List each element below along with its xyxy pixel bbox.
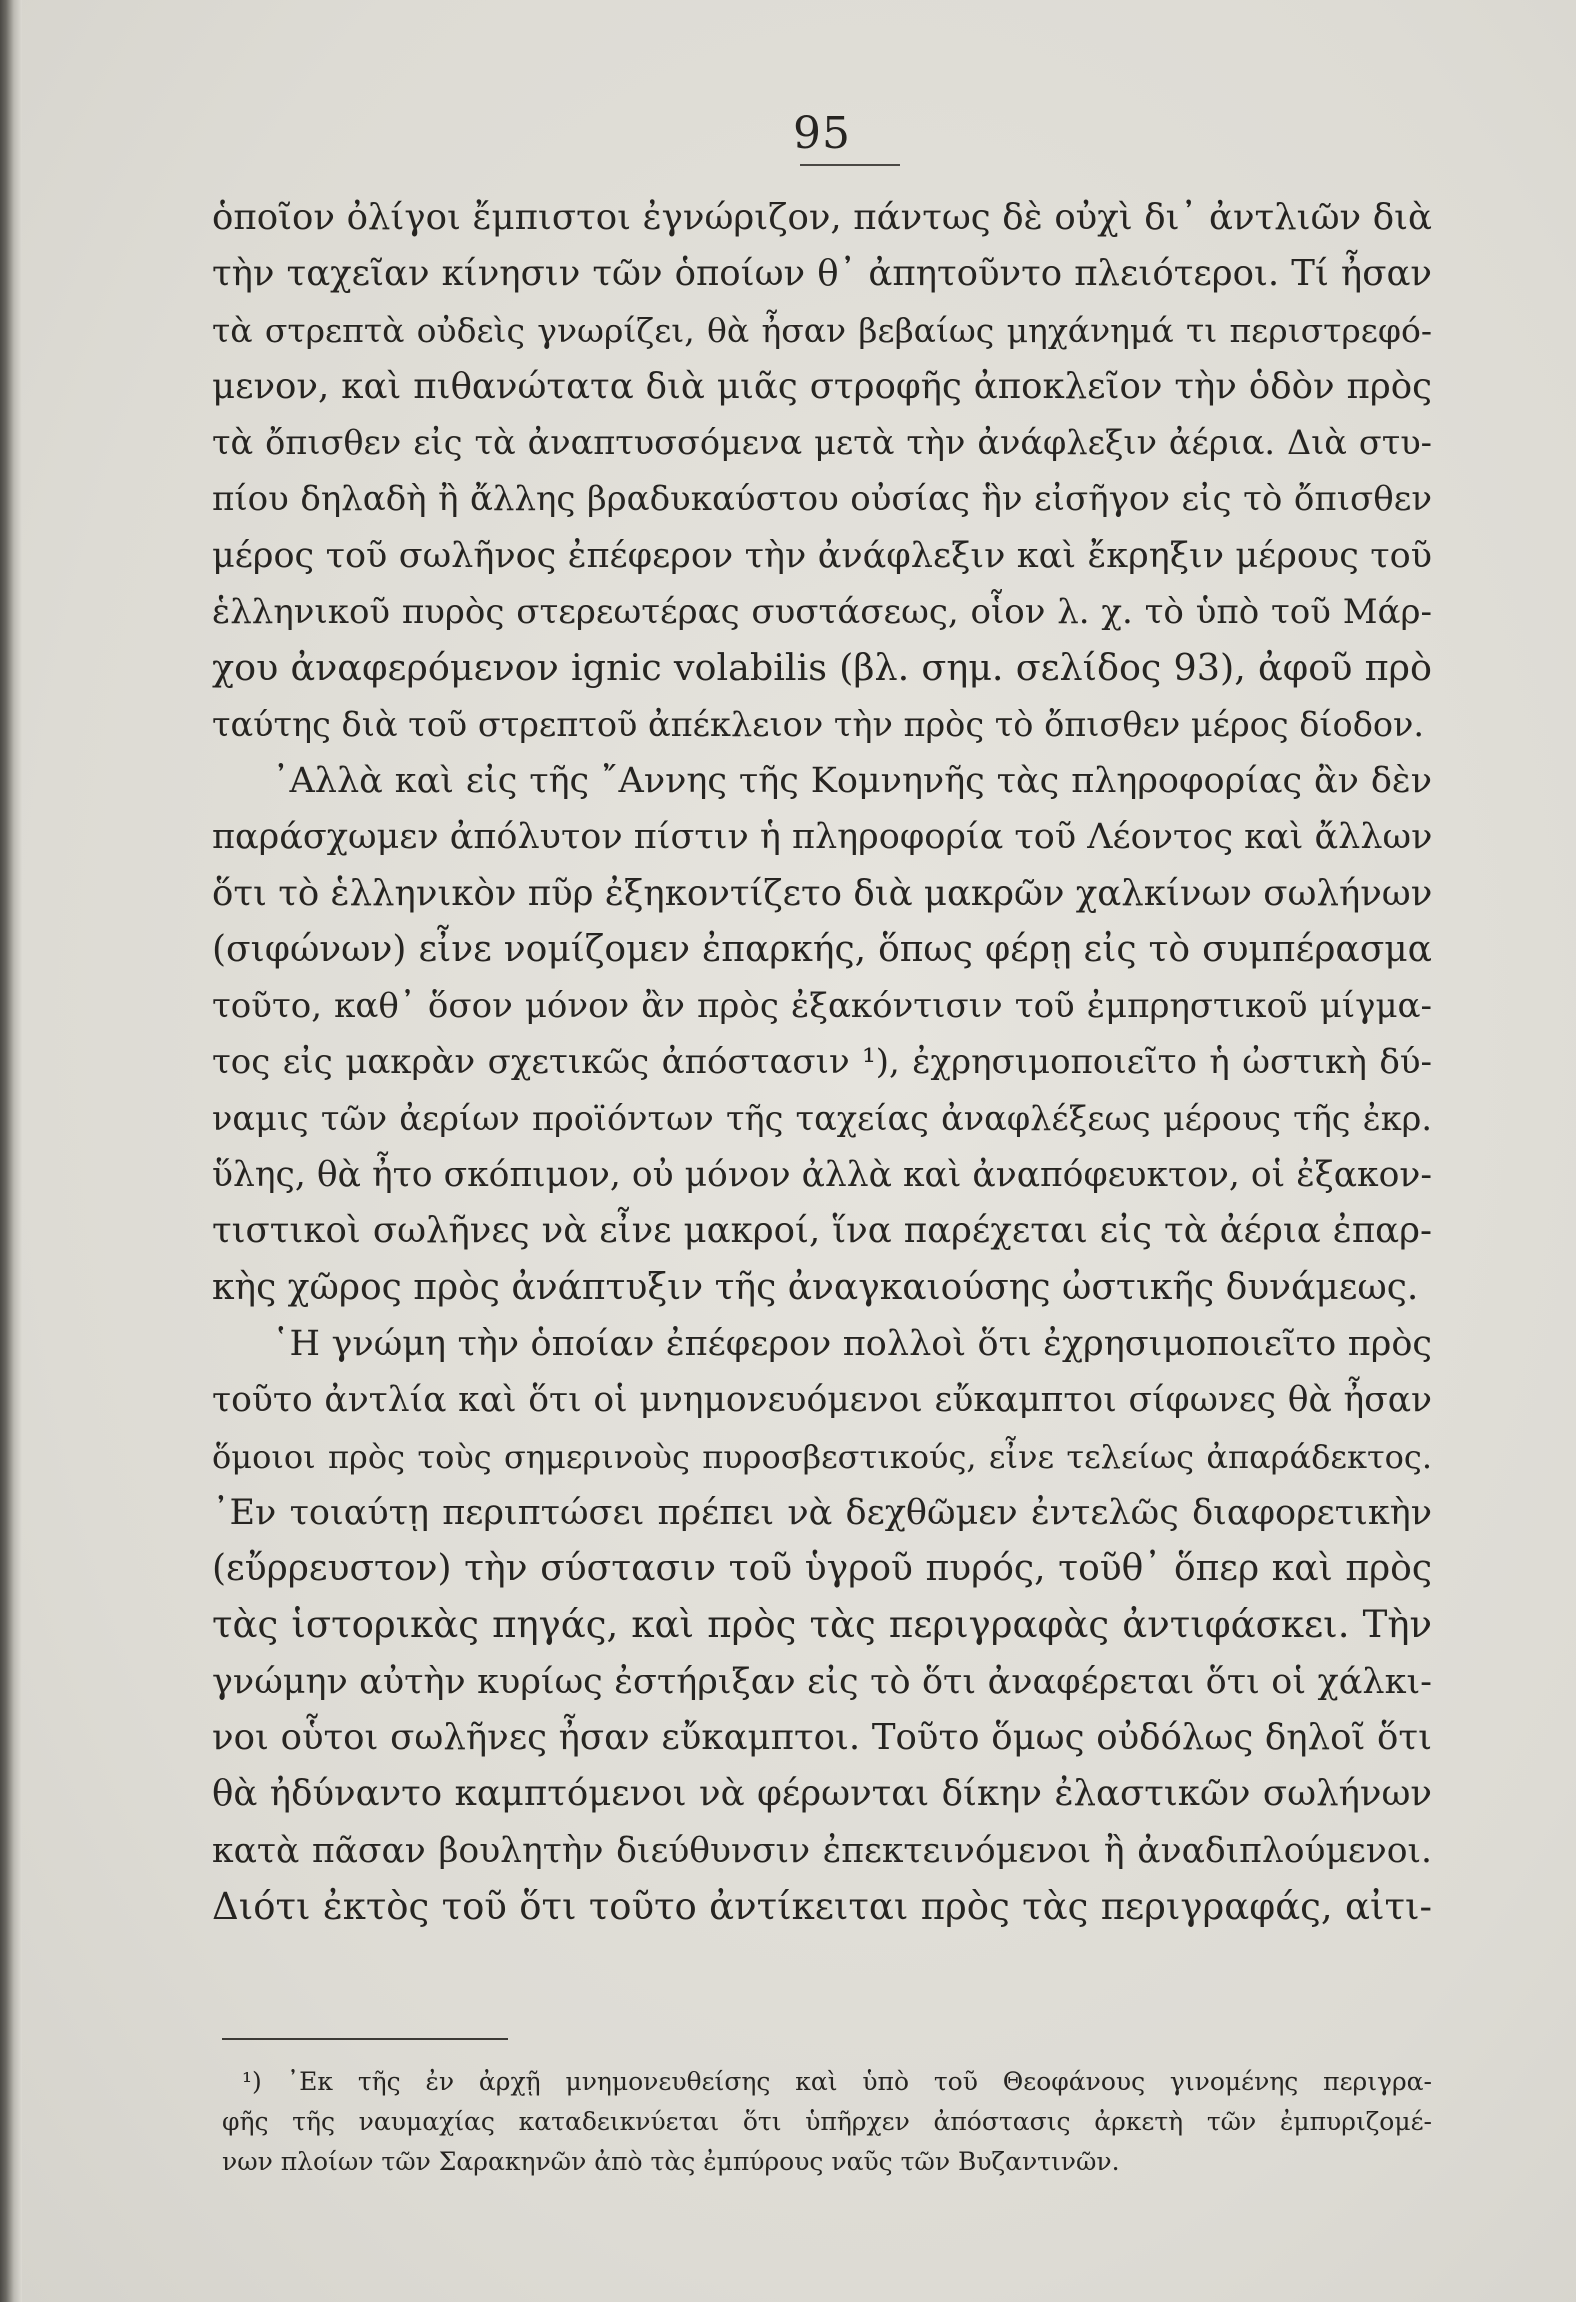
text-line: (εὔρρευστον) τὴν σύστασιν τοῦ ὑγροῦ πυρός, τοῦθ᾽ ὅπερ καὶ πρὸς	[212, 1548, 1432, 1590]
text-line: ὅμοιοι πρὸς τοὺς σημερινοὺς πυροσβεστικούς, εἶνε τελείως ἀπαράδεκτος.	[212, 1437, 1432, 1476]
book-binding-edge	[0, 0, 22, 2302]
footnote-rule	[222, 2038, 508, 2040]
footnote-line: ¹) ᾽Εκ τῆς ἐν ἀρχῇ μνημονευθείσης καὶ ὑπὸ τοῦ Θεοφάνους γινομένης περιγρα-	[242, 2067, 1432, 2096]
text-line: ῾Η γνώμη τὴν ὁποίαν ἐπέφερον πολλοὶ ὅτι ἐχρησιμοποιεῖτο πρὸς	[272, 1323, 1432, 1364]
text-line: τὰς ἱστορικὰς πηγάς, καὶ πρὸς τὰς περιγραφὰς ἀντιφάσκει. Τὴν	[212, 1603, 1432, 1647]
text-line: μέρος τοῦ σωλῆνος ἐπέφερον τὴν ἀνάφλεξιν καὶ ἔκρηξιν μέρους τοῦ	[212, 535, 1432, 576]
footnotes	[222, 2062, 1432, 2182]
text-line: ὅτι τὸ ἑλληνικὸν πῦρ ἐξηκοντίζετο διὰ μακρῶν χαλκίνων σωλήνων	[212, 872, 1433, 914]
page-number-rule	[800, 164, 900, 166]
text-line: πίου δηλαδὴ ἢ ἄλλης βραδυκαύστου οὐσίας ἣν εἰσῆγον εἰς τὸ ὄπισθεν	[212, 479, 1432, 520]
footnote-line: νων πλοίων τῶν Σαρακηνῶν ἀπὸ τὰς ἐμπύρους ναῦς τῶν Βυζαντινῶν.	[222, 2147, 1120, 2176]
text-line: μενον, καὶ πιθανώτατα διὰ μιᾶς στροφῆς ἀποκλεῖον τὴν ὁδὸν πρὸς	[212, 365, 1432, 407]
text-line: τος εἰς μακρὰν σχετικῶς ἀπόστασιν ¹), ἐχρησιμοποιεῖτο ἡ ὠστικὴ δύ-	[212, 1042, 1432, 1083]
text-line: τοῦτο, καθ᾽ ὅσον μόνον ἂν πρὸς ἐξακόντισιν τοῦ ἐμπρηστικοῦ μίγμα-	[212, 986, 1432, 1027]
text-line: κὴς χῶρος πρὸς ἀνάπτυξιν τῆς ἀναγκαιούσης ὠστικῆς δυνάμεως.	[212, 1266, 1419, 1308]
text-line: κατὰ πᾶσαν βουλητὴν διεύθυνσιν ἐπεκτεινόμενοι ἢ ἀναδιπλούμενοι.	[212, 1830, 1432, 1871]
book-page	[22, 0, 1576, 2302]
text-line: τὴν ταχεῖαν κίνησιν τῶν ὁποίων θ᾽ ἀπητοῦντο πλειότεροι. Τί ἦσαν	[212, 253, 1432, 295]
text-line: ἑλληνικοῦ πυρὸς στερεωτέρας συστάσεως, οἷον λ. χ. τὸ ὑπὸ τοῦ Μάρ-	[212, 592, 1432, 633]
text-line: Διότι ἐκτὸς τοῦ ὅτι τοῦτο ἀντίκειται πρὸς τὰς περιγραφάς, αἰτι-	[212, 1884, 1432, 1928]
text-line: ὁποῖον ὀλίγοι ἔμπιστοι ἐγνώριζον, πάντως δὲ οὐχὶ δι᾽ ἀντλιῶν διὰ	[212, 197, 1432, 238]
text-line: τοῦτο ἀντλία καὶ ὅτι οἱ μνημονευόμενοι εὔκαμπτοι σίφωνες θὰ ἦσαν	[212, 1380, 1432, 1421]
text-line: τὰ στρεπτὰ οὐδεὶς γνωρίζει, θὰ ἦσαν βεβαίως μηχάνημά τι περιστρεφό-	[212, 310, 1432, 350]
body-text	[212, 190, 1432, 1935]
text-line: θὰ ἠδύναντο καμπτόμενοι νὰ φέρωνται δίκην ἐλαστικῶν σωλήνων	[212, 1773, 1432, 1815]
text-line: τὰ ὄπισθεν εἰς τὰ ἀναπτυσσόμενα μετὰ τὴν ἀνάφλεξιν ἀέρια. Διὰ στυ-	[212, 423, 1432, 463]
footnote-line: φῆς τῆς ναυμαχίας καταδεικνύεται ὅτι ὑπῆρχεν ἀπόστασις ἀρκετὴ τῶν ἐμπυριζομέ-	[222, 2107, 1432, 2136]
text-line: γνώμην αὐτὴν κυρίως ἐστήριξαν εἰς τὸ ὅτι ἀναφέρεται ὅτι οἱ χάλκι-	[212, 1661, 1432, 1702]
text-line: νοι οὗτοι σωλῆνες ἦσαν εὔκαμπτοι. Τοῦτο ὅμως οὐδόλως δηλοῖ ὅτι	[212, 1717, 1432, 1759]
text-line: (σιφώνων) εἶνε νομίζομεν ἐπαρκής, ὅπως φέρῃ εἰς τὸ συμπέρασμα	[212, 928, 1432, 970]
text-line: ᾽Αλλὰ καὶ εἰς τῆς ῎Αννης τῆς Κομνηνῆς τὰς πληροφορίας ἂν δὲν	[272, 760, 1432, 801]
text-line: ταύτης διὰ τοῦ στρεπτοῦ ἀπέκλειον τὴν πρὸς τὸ ὄπισθεν μέρος δίοδον.	[212, 704, 1425, 744]
text-line: χου ἀναφερόμενον ignic volabilis (βλ. σημ. σελίδος 93), ἀφοῦ πρὸ	[212, 646, 1432, 690]
text-line: ναμις τῶν ἀερίων προϊόντων τῆς ταχείας ἀναφλέξεως μέρους τῆς ἐκρ.	[212, 1098, 1432, 1138]
text-line: τιστικοὶ σωλῆνες νὰ εἶνε μακροί, ἵνα παρέχεται εἰς τὰ ἀέρια ἐπαρ-	[212, 1210, 1432, 1252]
text-line: ὕλης, θὰ ἦτο σκόπιμον, οὐ μόνον ἀλλὰ καὶ ἀναπόφευκτον, οἱ ἐξακον-	[212, 1155, 1432, 1196]
page-number: 95	[793, 108, 851, 159]
text-line: παράσχωμεν ἀπόλυτον πίστιν ἡ πληροφορία τοῦ Λέοντος καὶ ἄλλων	[212, 817, 1433, 858]
text-line: ᾽Εν τοιαύτῃ περιπτώσει πρέπει νὰ δεχθῶμεν ἐντελῶς διαφορετικὴν	[212, 1492, 1432, 1533]
